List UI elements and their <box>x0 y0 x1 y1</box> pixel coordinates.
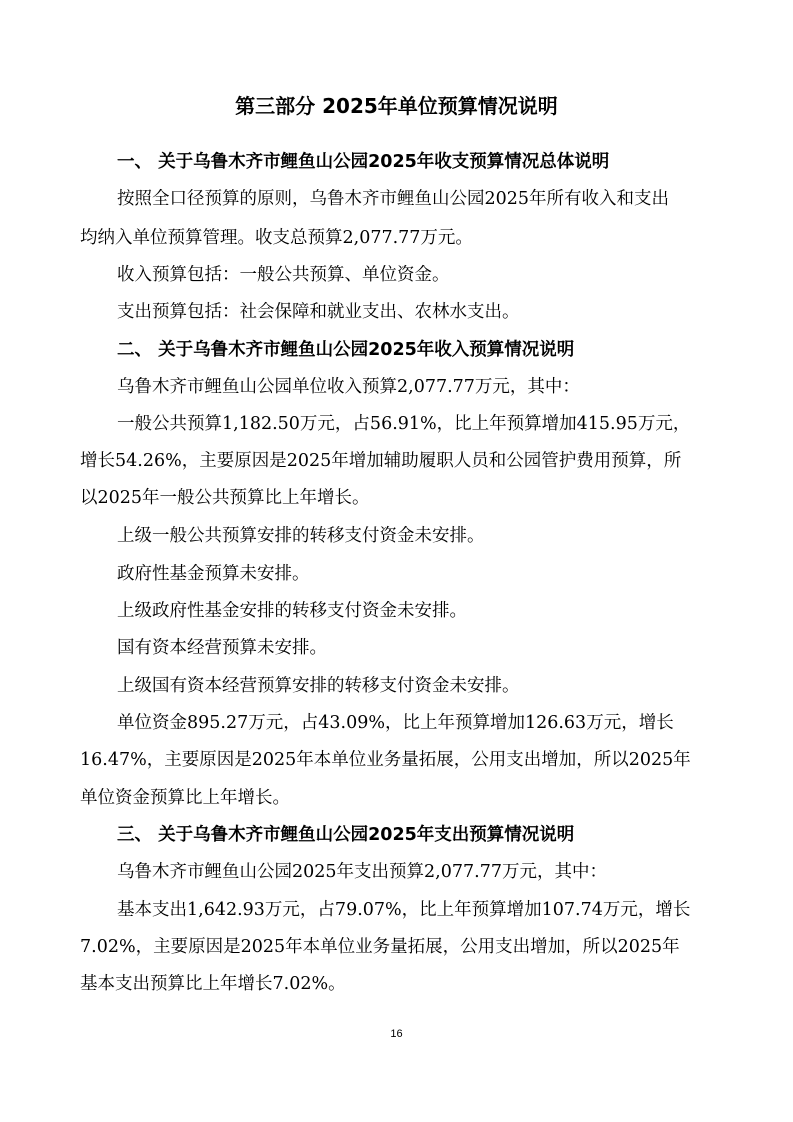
paragraph-line: 国有资本经营预算未安排。 <box>117 638 327 658</box>
paragraph-line: 单位资金预算比上年增长。 <box>80 788 290 808</box>
paragraph-line: 基本支出1,642.93万元，占79.07%，比上年预算增加107.74万元，增长 <box>117 900 691 920</box>
section-heading-3: 三、 关于乌鲁木齐市鲤鱼山公园2025年支出预算情况说明 <box>117 825 575 845</box>
paragraph-line: 政府性基金预算未安排。 <box>117 564 310 584</box>
page-title: 第三部分 2025年单位预算情况说明 <box>235 94 558 118</box>
section-heading-2: 二、 关于乌鲁木齐市鲤鱼山公园2025年收入预算情况说明 <box>117 340 575 360</box>
paragraph-line: 收入预算包括：一般公共预算、单位资金。 <box>117 265 450 285</box>
paragraph-line: 上级国有资本经营预算安排的转移支付资金未安排。 <box>117 676 520 696</box>
section-heading-1: 一、 关于乌鲁木齐市鲤鱼山公园2025年收支预算情况总体说明 <box>117 152 610 172</box>
paragraph-line: 增长54.26%，主要原因是2025年增加辅助履职人员和公园管护费用预算，所 <box>80 451 682 471</box>
paragraph-line: 乌鲁木齐市鲤鱼山公园单位收入预算2,077.77万元，其中： <box>117 377 580 397</box>
paragraph-line: 均纳入单位预算管理。收支总预算2,077.77万元。 <box>80 228 473 248</box>
paragraph-line: 一般公共预算1,182.50万元，占56.91%，比上年预算增加415.95万元， <box>117 414 691 434</box>
page-number: 16 <box>390 1028 403 1040</box>
paragraph-line: 上级一般公共预算安排的转移支付资金未安排。 <box>117 526 485 546</box>
paragraph-line: 上级政府性基金安排的转移支付资金未安排。 <box>117 601 467 621</box>
paragraph-line: 支出预算包括：社会保障和就业支出、农林水支出。 <box>117 302 520 322</box>
paragraph-line: 7.02%，主要原因是2025年本单位业务量拓展，公用支出增加，所以2025年 <box>80 937 680 957</box>
paragraph-line: 单位资金895.27万元，占43.09%，比上年预算增加126.63万元，增长 <box>117 713 674 733</box>
paragraph-line: 16.47%，主要原因是2025年本单位业务量拓展，公用支出增加，所以2025年 <box>80 750 691 770</box>
paragraph-line: 以2025年一般公共预算比上年增长。 <box>80 488 370 508</box>
paragraph-line: 乌鲁木齐市鲤鱼山公园2025年支出预算2,077.77万元，其中： <box>117 862 607 882</box>
paragraph-line: 基本支出预算比上年增长7.02%。 <box>80 974 346 994</box>
paragraph-line: 按照全口径预算的原则，乌鲁木齐市鲤鱼山公园2025年所有收入和支出 <box>117 189 670 209</box>
